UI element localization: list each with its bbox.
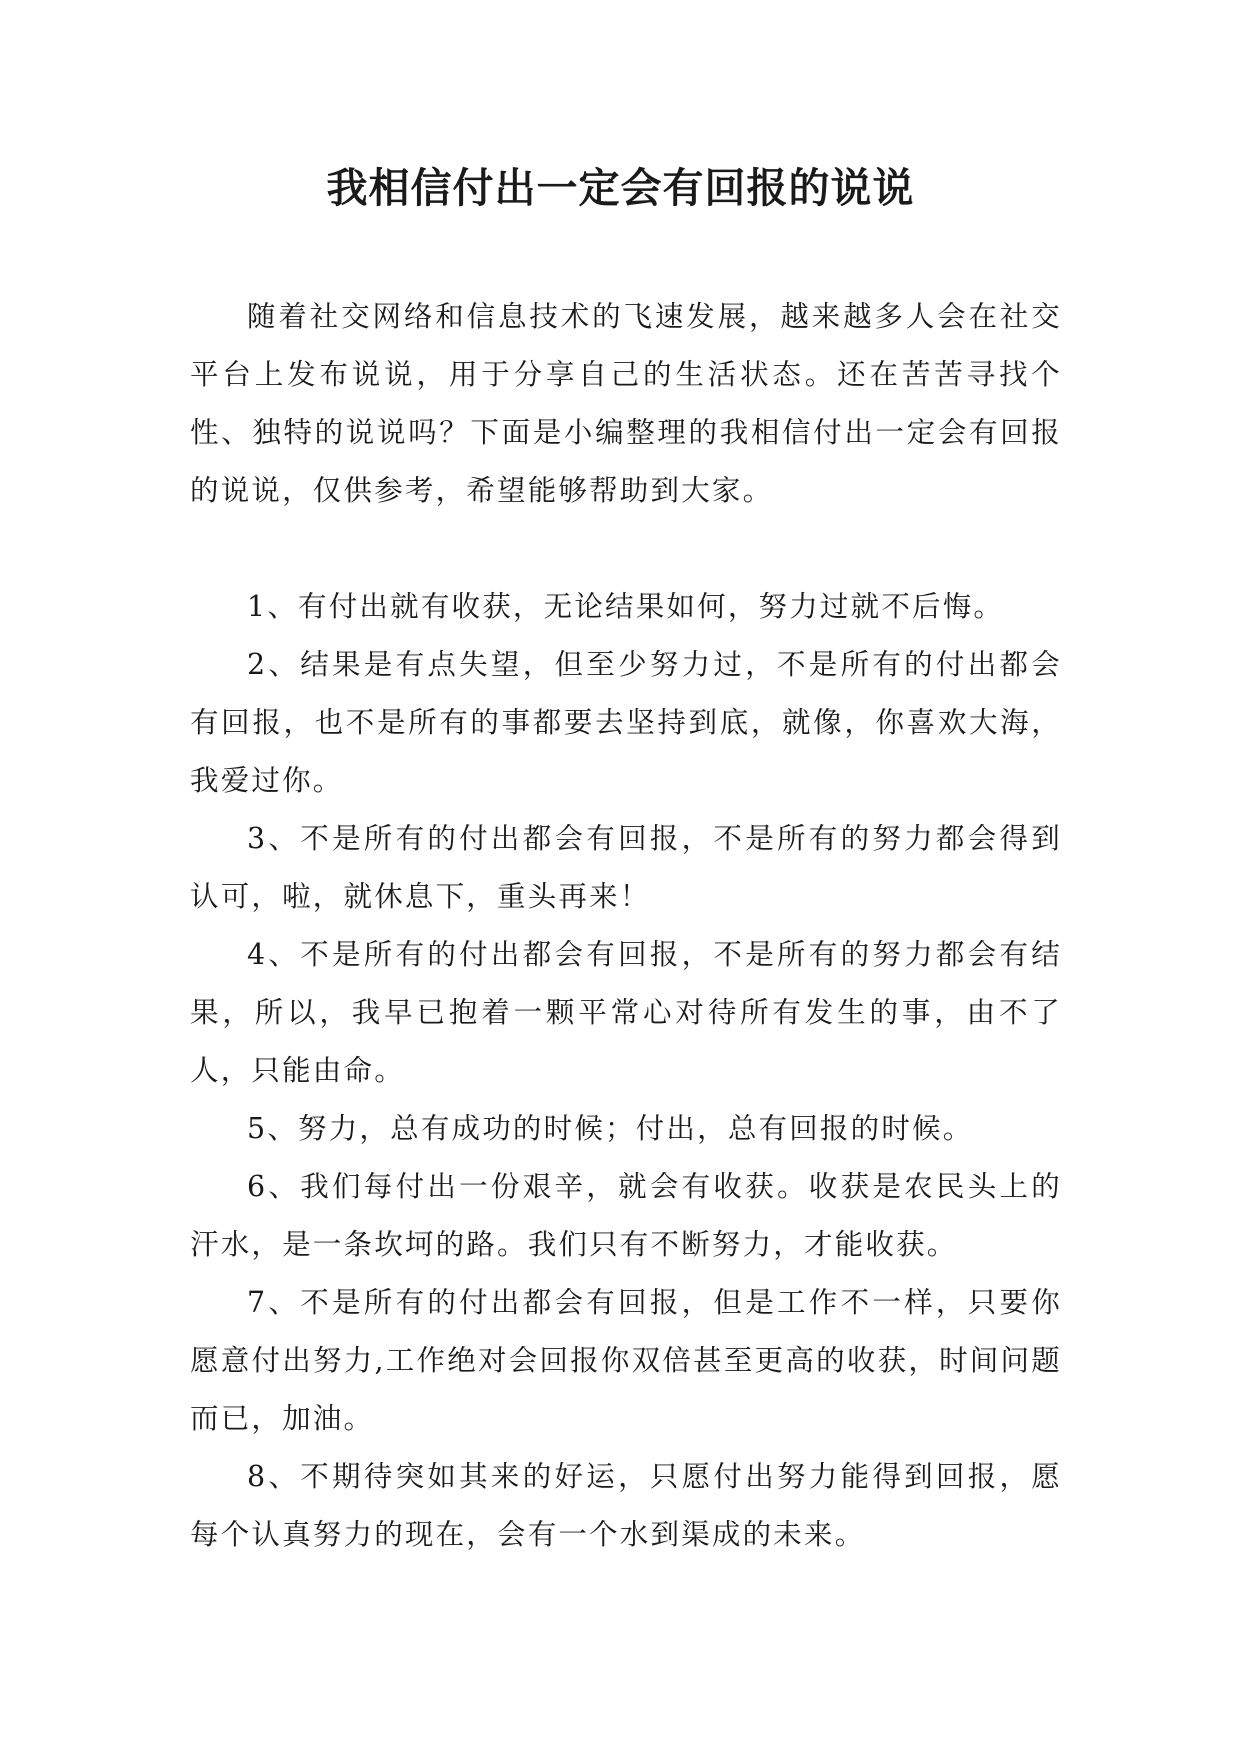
list-item: 3、不是所有的付出都会有回报，不是所有的努力都会得到认可，啦，就休息下，重头再来！ [190, 822, 1062, 913]
list-item: 4、不是所有的付出都会有回报，不是所有的努力都会有结果，所以，我早已抱着一颗平常心对待所有发生的事，由不了人，只能由命。 [190, 938, 1062, 1087]
list-item: 2、结果是有点失望，但至少努力过，不是所有的付出都会有回报，也不是所有的事都要去坚持到底，就像，你喜欢大海，我爱过你。 [190, 648, 1062, 797]
document-title: 我相信付出一定会有回报的说说 [326, 164, 915, 212]
intro-paragraph: 随着社交网络和信息技术的飞速发展，越来越多人会在社交平台上发布说说，用于分享自己的生活状态。还在苦苦寻找个性、独特的说说吗？下面是小编整理的我相信付出一定会有回报的说说，仅供参考，希望能够帮助到大家。 [190, 300, 1062, 507]
list-item: 1、有付出就有收获，无论结果如何，努力过就不后悔。 [247, 590, 1005, 623]
list-item: 7、不是所有的付出都会有回报，但是工作不一样，只要你愿意付出努力,工作绝对会回报你双倍甚至更高的收获，时间问题而已，加油。 [190, 1286, 1062, 1435]
list-item: 8、不期待突如其来的好运，只愿付出努力能得到回报，愿每个认真努力的现在，会有一个水到渠成的未来。 [190, 1460, 1062, 1551]
list-item: 6、我们每付出一份艰辛，就会有收获。收获是农民头上的汗水，是一条坎坷的路。我们只有不断努力，才能收获。 [190, 1170, 1062, 1261]
list-item: 5、努力，总有成功的时候；付出，总有回报的时候。 [247, 1112, 974, 1145]
document-body [190, 288, 1062, 1564]
